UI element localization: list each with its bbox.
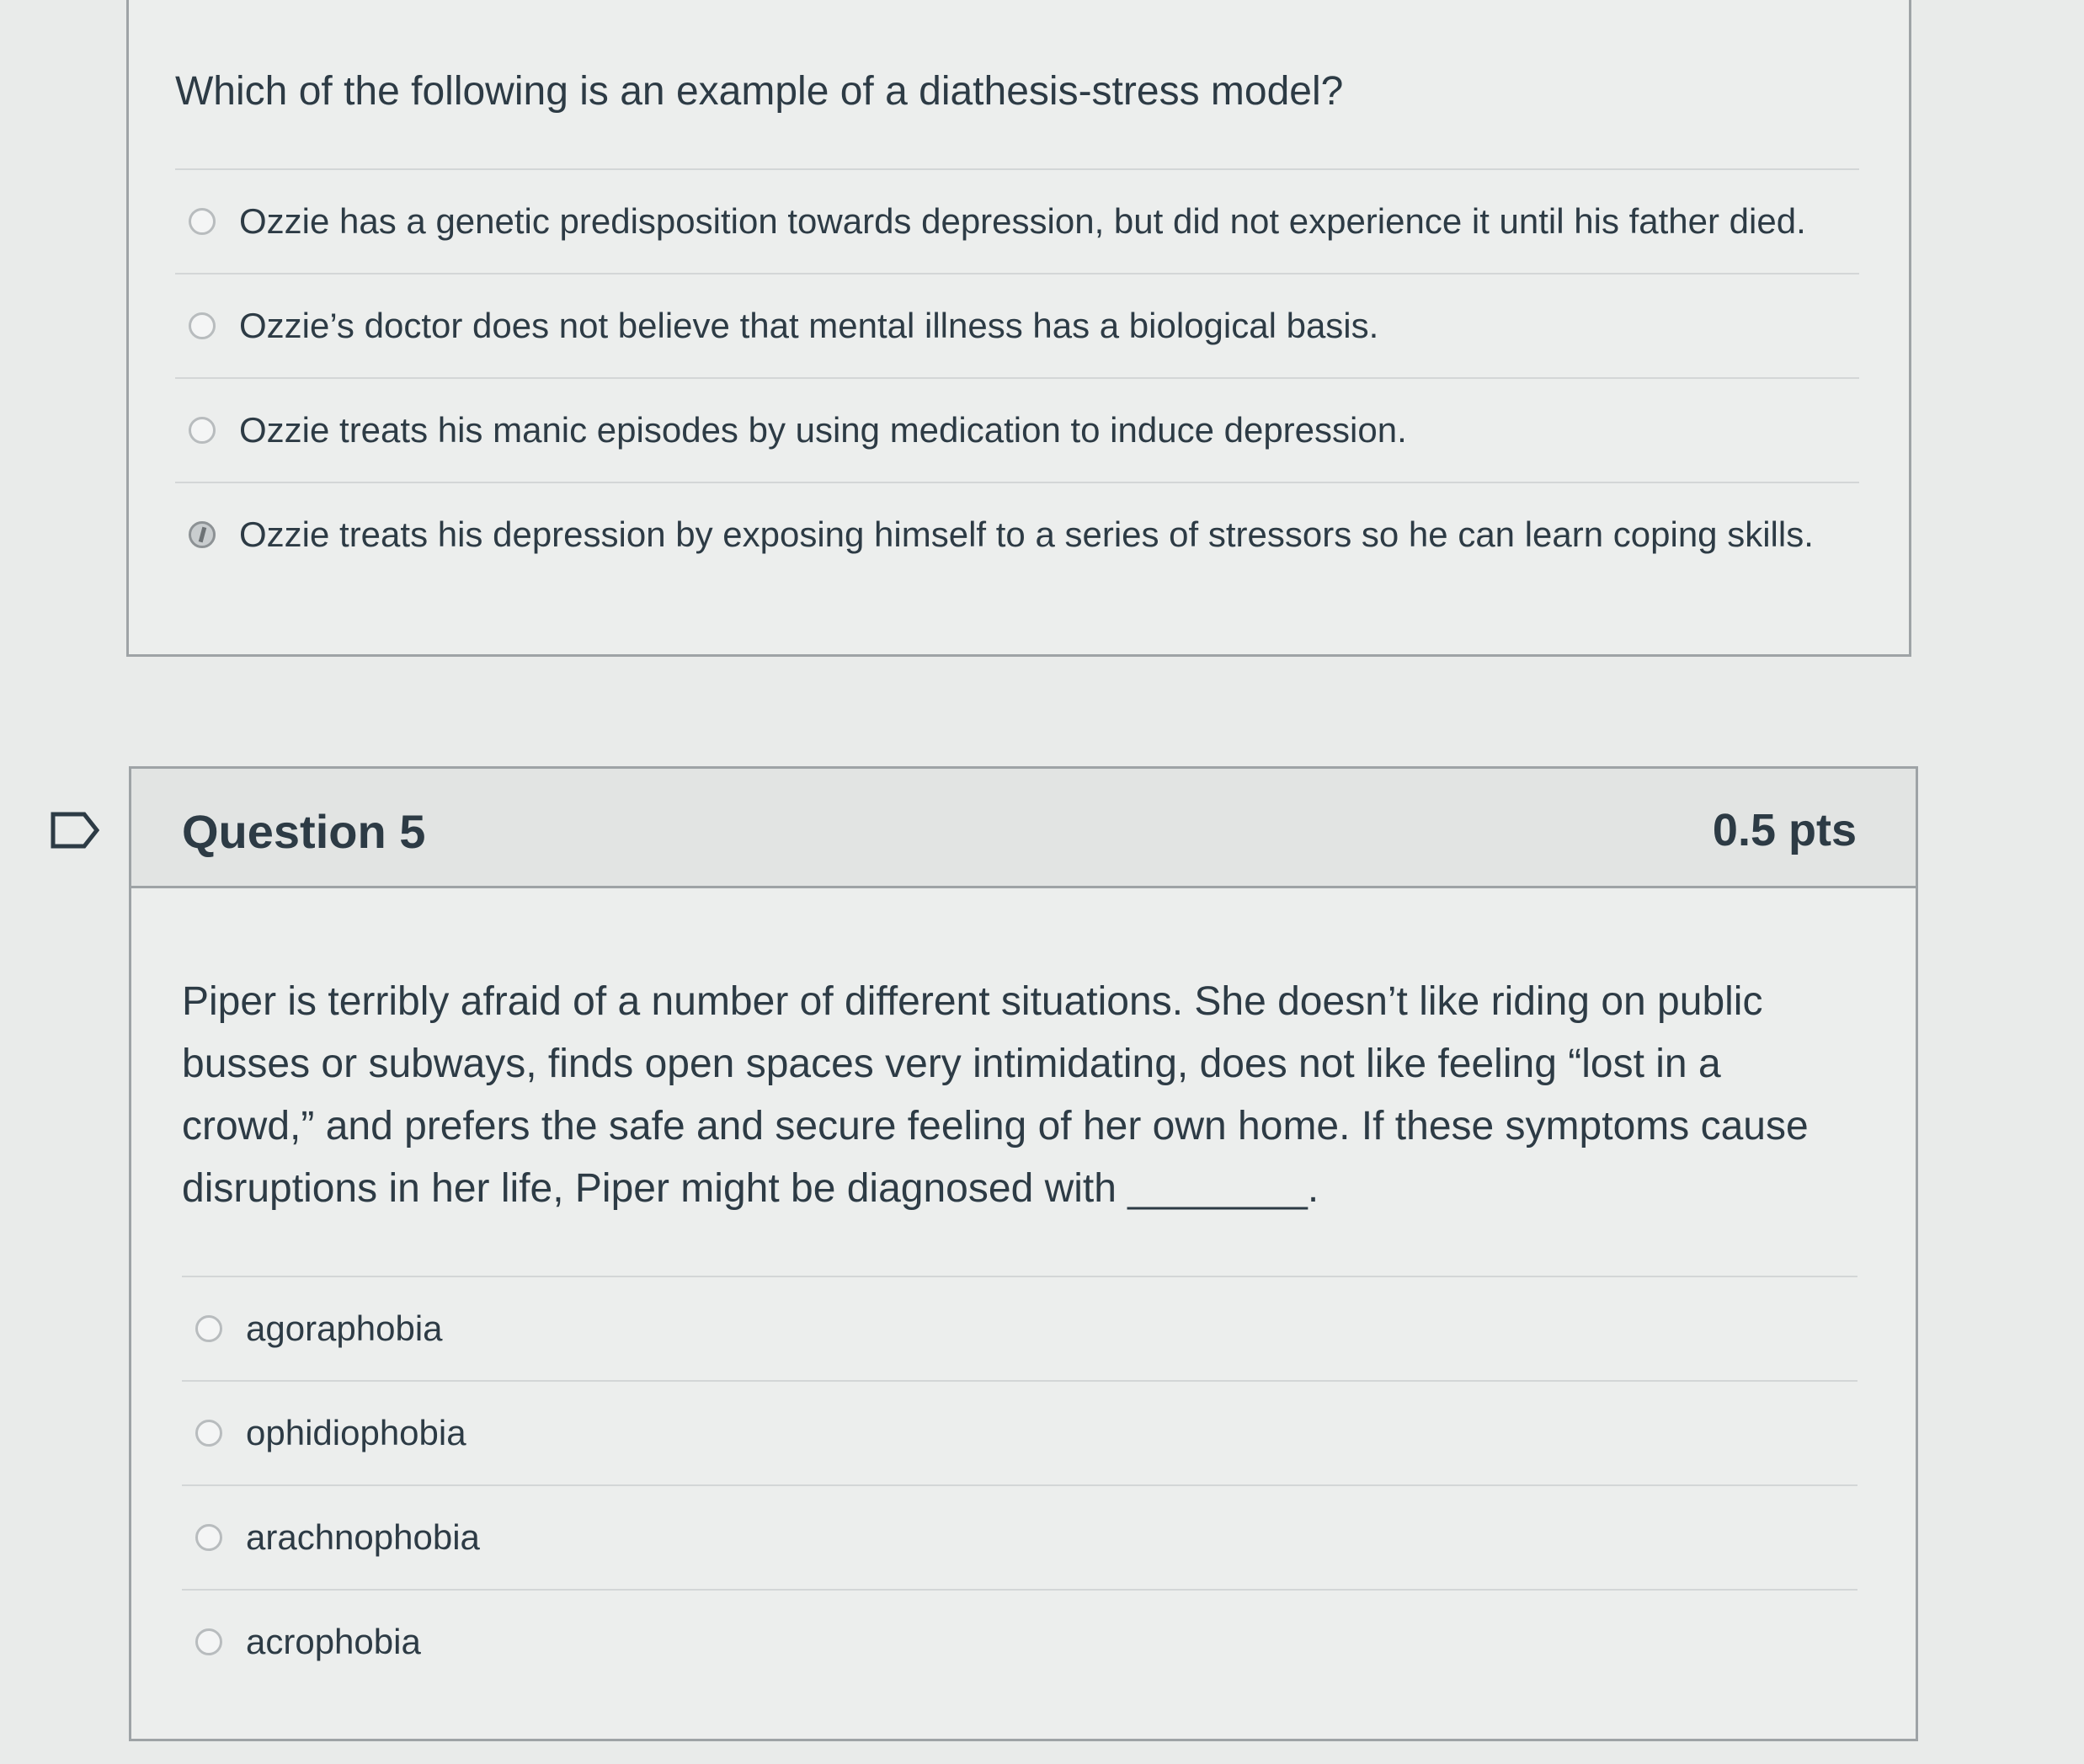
question-5-text: Piper is terribly afraid of a number of different situations. She doesn’t like riding on public busses or subways, finds open spaces very intimidating, does not like feeling “lost in a crowd,” and prefers the safe and secure feeling of her own home. If these symptoms cause disruptions in her life, Piper might be diagnosed with ________. xyxy=(182,979,1809,1211)
answer-label[interactable]: Ozzie’s doctor does not believe that mental illness has a biological basis. xyxy=(239,306,1379,345)
radio-button-icon[interactable] xyxy=(189,312,216,339)
answer-option[interactable] xyxy=(175,168,1859,273)
answer-label[interactable]: arachnophobia xyxy=(246,1517,480,1557)
question-points: 0.5 pts xyxy=(1712,805,1857,855)
answer-label[interactable]: Ozzie treats his depression by exposing himself to a series of stressors so he can learn coping skills. xyxy=(239,514,1814,554)
flag-question-icon[interactable] xyxy=(51,812,99,849)
answer-option[interactable] xyxy=(182,1276,1857,1380)
question-title: Question 5 xyxy=(182,805,426,858)
question-4-text: Which of the following is an example of a diathesis-stress model? xyxy=(175,69,1344,114)
radio-button-icon[interactable] xyxy=(195,1628,222,1655)
radio-button-icon[interactable] xyxy=(195,1420,222,1447)
radio-button-icon[interactable] xyxy=(189,417,216,444)
question-5-panel xyxy=(129,766,1918,1741)
question-4-panel xyxy=(126,0,1911,657)
radio-button-icon[interactable] xyxy=(189,208,216,235)
answer-label[interactable]: agoraphobia xyxy=(246,1308,443,1348)
answer-option[interactable] xyxy=(175,377,1859,482)
answer-label[interactable]: acrophobia xyxy=(246,1622,421,1661)
answer-option[interactable] xyxy=(182,1380,1857,1484)
answer-option[interactable] xyxy=(182,1589,1857,1693)
answer-label[interactable]: Ozzie has a genetic predisposition towards depression, but did not experience it until his father died. xyxy=(239,201,1806,241)
radio-button-icon[interactable] xyxy=(195,1524,222,1551)
answer-option[interactable] xyxy=(175,482,1859,586)
radio-button-icon[interactable] xyxy=(195,1315,222,1342)
question-4-answer-list xyxy=(175,168,1859,586)
answer-option[interactable] xyxy=(182,1484,1857,1589)
answer-label[interactable]: Ozzie treats his manic episodes by using medication to induce depression. xyxy=(239,410,1407,450)
question-5-answer-list xyxy=(182,1276,1857,1693)
question-header xyxy=(131,769,1916,888)
answer-label[interactable]: ophidiophobia xyxy=(246,1413,466,1452)
radio-button-icon[interactable] xyxy=(189,521,216,548)
answer-option[interactable] xyxy=(175,273,1859,377)
